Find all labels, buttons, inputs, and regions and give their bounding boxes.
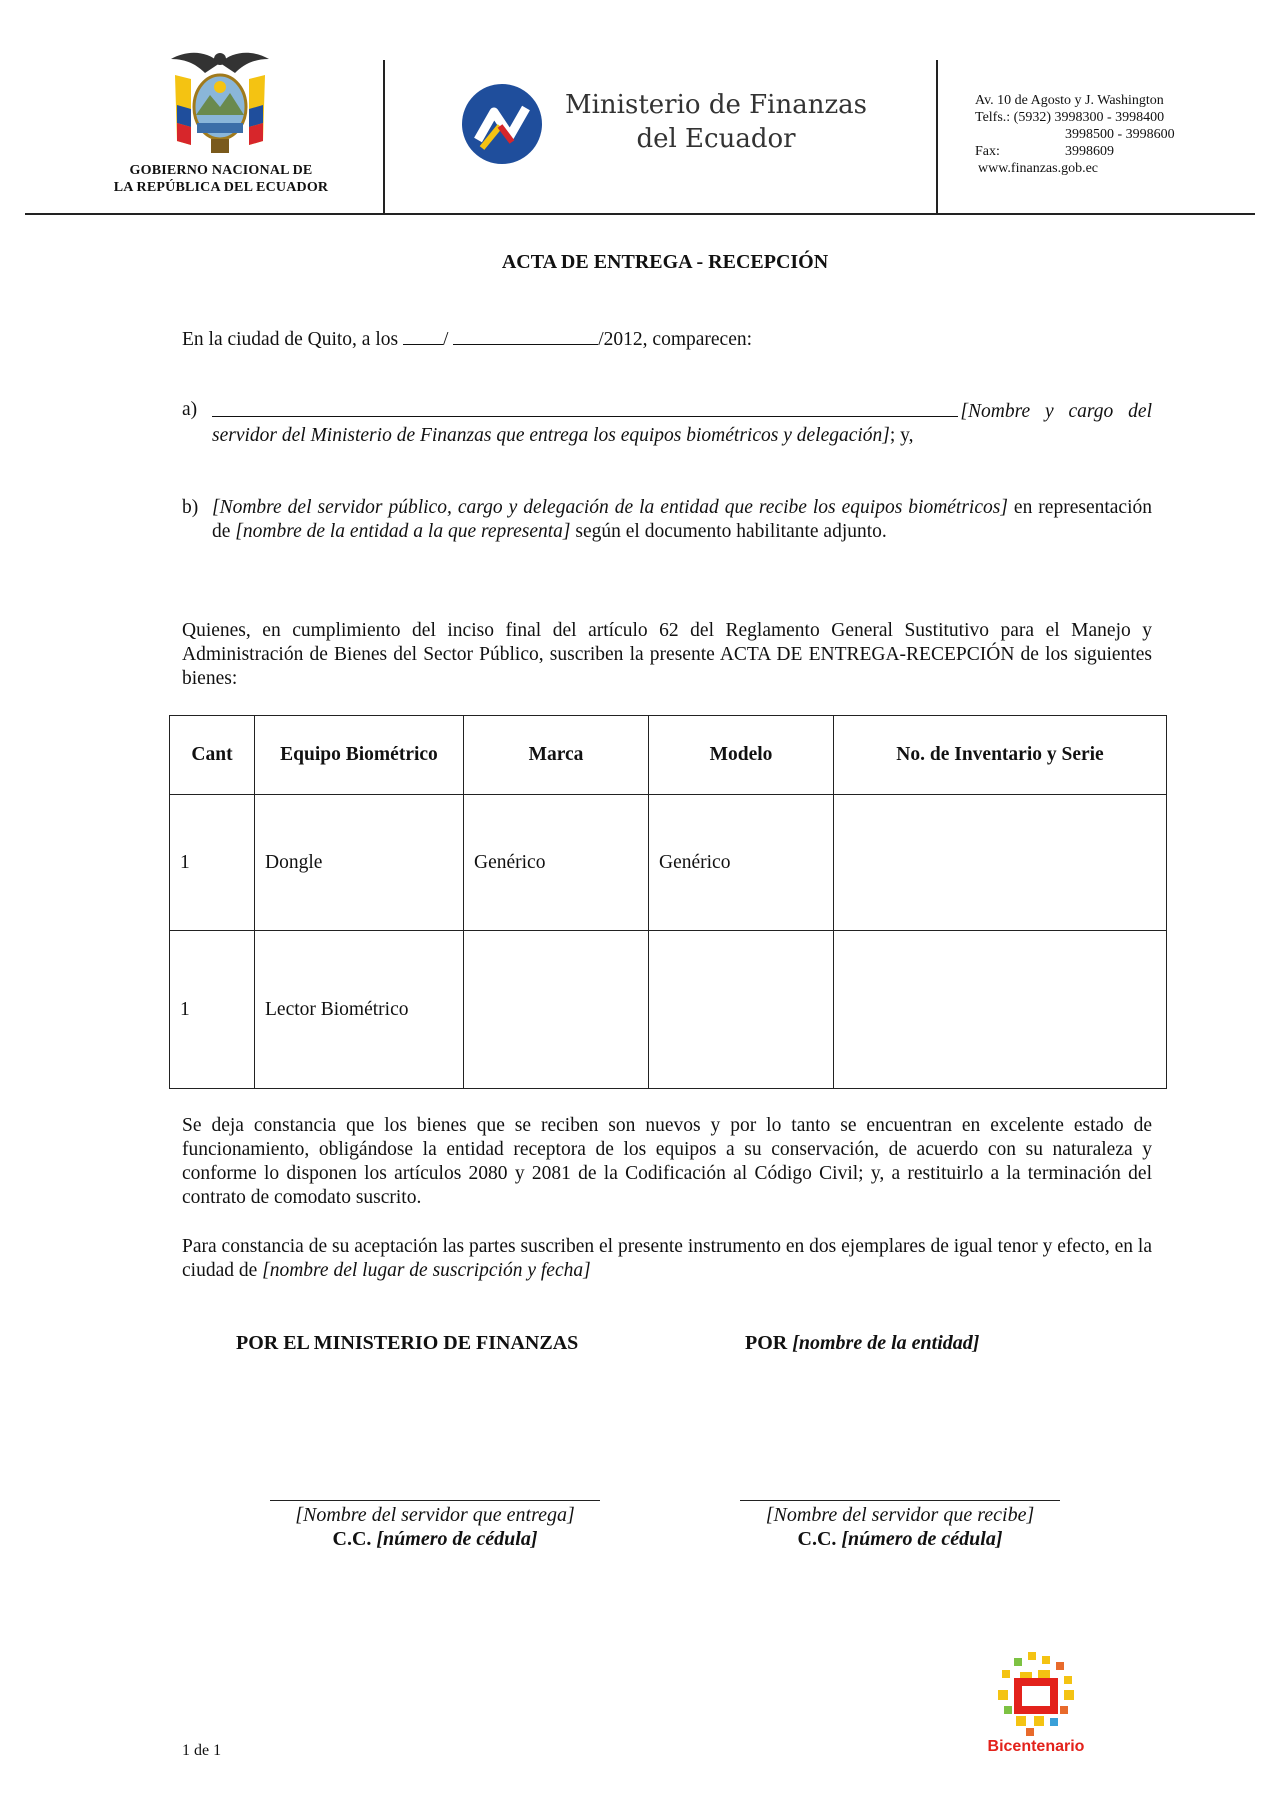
party-a-blank [212, 398, 958, 417]
month-blank [453, 326, 598, 345]
contact-address: Av. 10 de Agosto y J. Washington [975, 93, 1164, 108]
col-equipo: Equipo Biométrico [255, 716, 464, 795]
contact-info [975, 92, 1175, 177]
intro-line: En la ciudad de Quito, a los / /2012, comparecen: [182, 326, 1152, 352]
header-rule [25, 213, 1255, 215]
col-modelo: Modelo [649, 716, 834, 795]
government-name: GOBIERNO NACIONAL DE LA REPÚBLICA DEL ECUADOR [113, 163, 329, 195]
aceptacion-paragraph: Para constancia de su aceptación las partes suscriben el presente instrumento en dos ejemplares de igual tenor y efecto, en la ciudad de [nombre del lugar de suscripción y fecha] [182, 1236, 1152, 1281]
ministry-name: Ministerio de Finanzas del Ecuador [564, 90, 868, 154]
cell-modelo: Genérico [649, 795, 834, 931]
document-title: ACTA DE ENTREGA - RECEPCIÓN [501, 251, 829, 273]
cell-equipo: Dongle [255, 795, 464, 931]
col-inventario: No. de Inventario y Serie [834, 716, 1167, 795]
signature-line-left [270, 1500, 600, 1501]
signer-id-left: C.C. [número de cédula] [332, 1528, 538, 1550]
cell-marca: Genérico [464, 795, 649, 931]
cell-cant: 1 [170, 795, 255, 931]
contact-fax: Fax: 3998609 [975, 144, 1114, 159]
cell-inventario [834, 931, 1167, 1089]
ministry-logo-icon [460, 82, 544, 166]
col-marca: Marca [464, 716, 649, 795]
signature-heading-entity: POR [nombre de la entidad] [745, 1332, 980, 1354]
signer-id-right: C.C. [número de cédula] [797, 1528, 1003, 1550]
header-divider-left [383, 60, 385, 214]
page-number: 1 de 1 [182, 1742, 222, 1759]
quienes-paragraph: Quienes, en cumplimiento del inciso final del artículo 62 del Reglamento General Sustitutivo para el Manejo y Administración de Bienes del Sector Público, suscriben la presente ACTA DE ENTREGA-RECEPCIÓN de los siguientes bienes: [182, 620, 1152, 689]
cell-cant: 1 [170, 931, 255, 1089]
bicentenario-label: Bicentenario [987, 1738, 1085, 1755]
signature-heading-ministry: POR EL MINISTERIO DE FINANZAS [236, 1332, 579, 1354]
table-row [170, 795, 1167, 931]
contact-phones-2: 3998500 - 3998600 [1065, 127, 1175, 142]
party-b: b) [Nombre del servidor público, cargo y delegación de la entidad que recibe los equipos biométricos] en representación de [nombre de la entidad a la que representa] según el documento habilitante adjunto. [182, 497, 1152, 542]
contact-phones: Telfs.: (5932) 3998300 - 3998400 [975, 110, 1165, 125]
equipment-table [169, 715, 1167, 1089]
constancia-paragraph: Se deja constancia que los bienes que se reciben son nuevos y por lo tanto se encuentran en excelente estado de funcionamiento, obligándose la entidad receptora de los equipos a su conservación, de acuerdo con su naturaleza y conforme lo disponen los artículos 2080 y 2081 de la Codificación al Código Civil; y, a restituirlo a la terminación del contrato de comodato suscrito. [182, 1115, 1152, 1208]
party-a: a) [Nombre y cargo del servidor del Ministerio de Finanzas que entrega los equipos biométricos y delegación]; y, [182, 399, 1152, 446]
coat-of-arms-emblem [165, 45, 275, 157]
signer-name-right: [Nombre del servidor que recibe] [765, 1504, 1035, 1526]
cell-modelo [649, 931, 834, 1089]
bicentenario-logo-icon [994, 1652, 1078, 1736]
cell-inventario [834, 795, 1167, 931]
contact-web: www.finanzas.gob.ec [978, 161, 1098, 176]
table-header-row [170, 716, 1167, 795]
table-row [170, 931, 1167, 1089]
day-blank [403, 326, 443, 345]
signer-name-left: [Nombre del servidor que entrega] [295, 1504, 575, 1526]
col-cant: Cant [170, 716, 255, 795]
cell-marca [464, 931, 649, 1089]
cell-equipo: Lector Biométrico [255, 931, 464, 1089]
signature-line-right [740, 1500, 1060, 1501]
header-divider-right [936, 60, 938, 214]
